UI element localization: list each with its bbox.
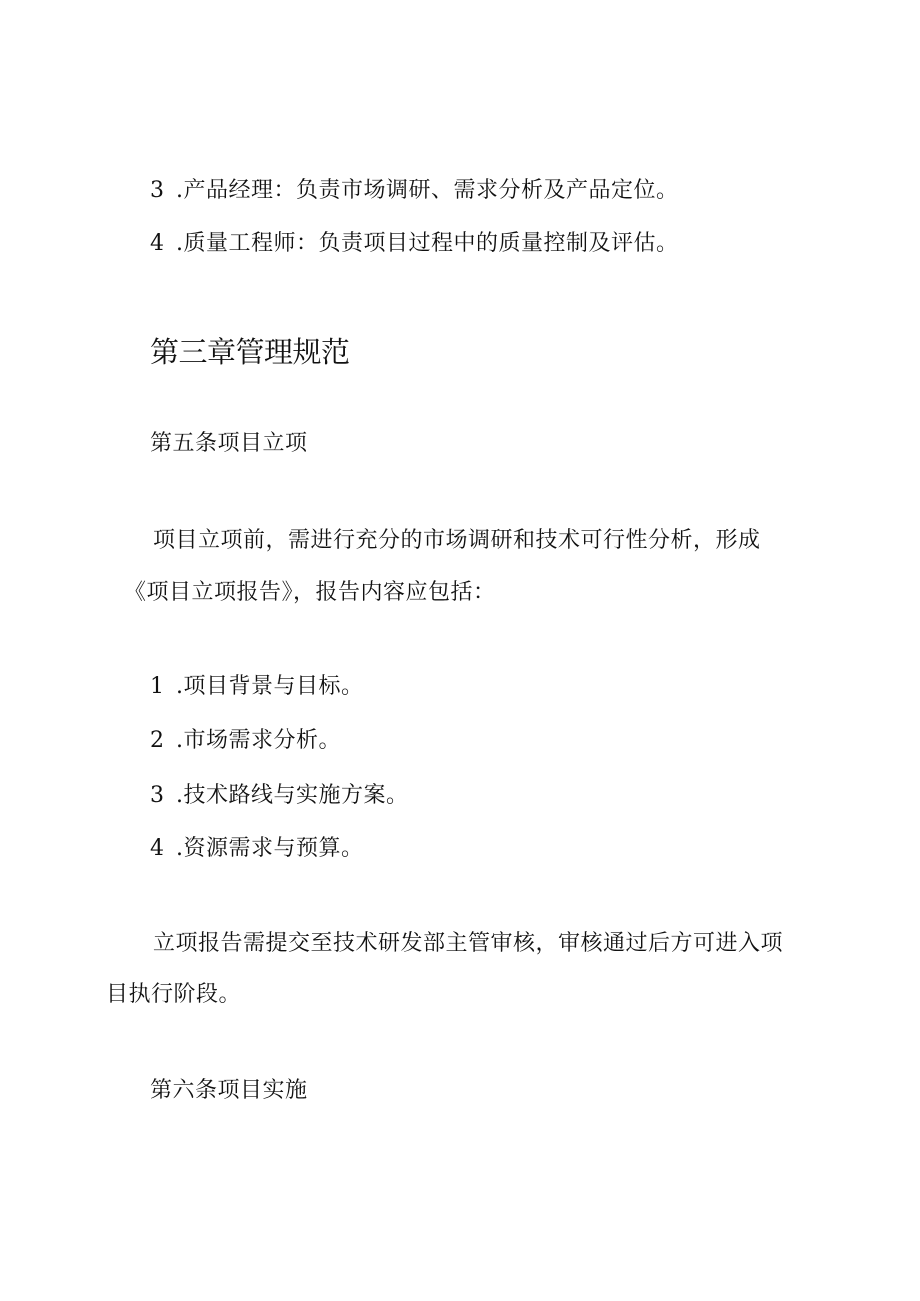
article-5-paragraph-2-line-1: 立项报告需提交至技术研发部主管审核，审核通过后方可进入项 bbox=[153, 931, 784, 956]
list-item-number: 4 bbox=[150, 231, 165, 256]
list-item-text: .技术路线与实施方案。 bbox=[176, 783, 409, 808]
list-item-text: .市场需求分析。 bbox=[176, 728, 341, 753]
article-5-title: 第五条项目立项 bbox=[150, 431, 308, 456]
list-item-number: 3 bbox=[150, 783, 165, 808]
list-item-number: 3 bbox=[150, 178, 165, 203]
list-item-text: .项目背景与目标。 bbox=[176, 674, 364, 699]
list-item bbox=[150, 781, 409, 811]
list-item bbox=[150, 176, 679, 206]
article-6-title: 第六条项目实施 bbox=[150, 1078, 308, 1103]
list-item bbox=[150, 834, 364, 864]
list-item-number: 1 bbox=[150, 674, 165, 699]
list-item bbox=[150, 726, 341, 756]
chapter-title: 第三章管理规范 bbox=[150, 335, 350, 369]
article-5-paragraph-2-line-2: 目执行阶段。 bbox=[106, 982, 242, 1007]
article-5-paragraph-1-line-1: 项目立项前，需进行充分的市场调研和技术可行性分析，形成 bbox=[153, 528, 761, 553]
article-5-paragraph-1-line-2: 《项目立项报告》，报告内容应包括： bbox=[124, 580, 496, 605]
list-item-number: 2 bbox=[150, 728, 165, 753]
list-item-text: .资源需求与预算。 bbox=[176, 836, 364, 861]
list-item bbox=[150, 229, 679, 259]
list-item bbox=[150, 672, 364, 702]
list-item-number: 4 bbox=[150, 836, 165, 861]
list-item-text: .产品经理：负责市场调研、需求分析及产品定位。 bbox=[176, 178, 679, 203]
list-item-text: .质量工程师：负责项目过程中的质量控制及评估。 bbox=[176, 231, 679, 256]
